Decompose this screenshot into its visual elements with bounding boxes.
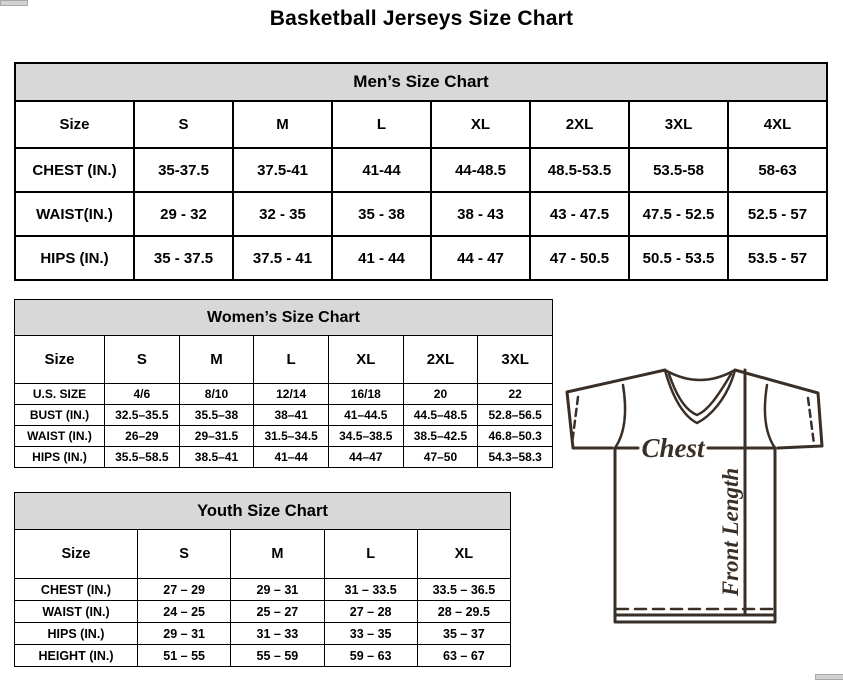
size-value: 20 <box>403 384 478 405</box>
size-value: 38.5–42.5 <box>403 426 478 447</box>
size-value: 58-63 <box>728 148 827 192</box>
size-value: 63 – 67 <box>417 645 510 667</box>
jersey-right-seam <box>765 385 775 448</box>
youth-size-chart-table <box>14 492 511 667</box>
size-value: 59 – 63 <box>324 645 417 667</box>
size-value: 12/14 <box>254 384 329 405</box>
column-header-row <box>15 530 511 579</box>
column-header: 3XL <box>629 101 728 148</box>
size-value: 29 - 32 <box>134 192 233 236</box>
jersey-measurement-diagram <box>556 358 842 636</box>
size-value: 44 - 47 <box>431 236 530 280</box>
jersey-collar-back-arc <box>665 370 735 380</box>
table-row <box>15 447 553 468</box>
size-value: 29 – 31 <box>138 623 231 645</box>
size-value: 35 - 38 <box>332 192 431 236</box>
table-title-row <box>15 300 553 336</box>
jersey-left-seam <box>615 385 625 448</box>
row-label: WAIST(IN.) <box>15 192 134 236</box>
size-value: 29 – 31 <box>231 579 324 601</box>
table-title-row <box>15 63 827 101</box>
size-value: 34.5–38.5 <box>328 426 403 447</box>
size-value: 35.5–38 <box>179 405 254 426</box>
row-label: HEIGHT (IN.) <box>15 645 138 667</box>
size-value: 46.8–50.3 <box>478 426 553 447</box>
size-value: 25 – 27 <box>231 601 324 623</box>
column-header: XL <box>328 336 403 384</box>
row-label: WAIST (IN.) <box>15 601 138 623</box>
chest-label: Chest <box>641 433 705 463</box>
size-value: 41 - 44 <box>332 236 431 280</box>
table-row <box>15 579 511 601</box>
size-value: 28 – 29.5 <box>417 601 510 623</box>
page-title: Basketball Jerseys Size Chart <box>269 7 574 30</box>
table-row <box>15 192 827 236</box>
jersey-right-cuff-stitch <box>808 398 814 444</box>
size-value: 41-44 <box>332 148 431 192</box>
column-header: 2XL <box>530 101 629 148</box>
column-header: 3XL <box>478 336 553 384</box>
table-row <box>15 405 553 426</box>
column-header: M <box>233 101 332 148</box>
column-header: L <box>254 336 329 384</box>
size-value: 35.5–58.5 <box>105 447 180 468</box>
size-value: 53.5 - 57 <box>728 236 827 280</box>
size-value: 47.5 - 52.5 <box>629 192 728 236</box>
size-value: 32.5–35.5 <box>105 405 180 426</box>
size-value: 32 - 35 <box>233 192 332 236</box>
size-value: 24 – 25 <box>138 601 231 623</box>
size-value: 31 – 33 <box>231 623 324 645</box>
table-title: Youth Size Chart <box>15 493 511 530</box>
column-header: Size <box>15 530 138 579</box>
size-value: 27 – 29 <box>138 579 231 601</box>
size-value: 47–50 <box>403 447 478 468</box>
size-value: 44-48.5 <box>431 148 530 192</box>
size-value: 29–31.5 <box>179 426 254 447</box>
size-value: 47 - 50.5 <box>530 236 629 280</box>
size-value: 31.5–34.5 <box>254 426 329 447</box>
size-value: 8/10 <box>179 384 254 405</box>
front-length-label: Front Length <box>718 467 743 597</box>
size-value: 41–44.5 <box>328 405 403 426</box>
table-row <box>15 426 553 447</box>
size-value: 27 – 28 <box>324 601 417 623</box>
row-label: HIPS (IN.) <box>15 236 134 280</box>
column-header: 2XL <box>403 336 478 384</box>
column-header: XL <box>417 530 510 579</box>
column-header: S <box>134 101 233 148</box>
size-value: 22 <box>478 384 553 405</box>
size-value: 38.5–41 <box>179 447 254 468</box>
column-header: M <box>231 530 324 579</box>
size-value: 44.5–48.5 <box>403 405 478 426</box>
scrollbar-fragment-left[interactable] <box>0 0 28 6</box>
scrollbar-fragment-right[interactable] <box>815 674 843 680</box>
row-label: HIPS (IN.) <box>15 623 138 645</box>
size-value: 33.5 – 36.5 <box>417 579 510 601</box>
row-label: HIPS (IN.) <box>15 447 105 468</box>
size-value: 48.5-53.5 <box>530 148 629 192</box>
column-header: S <box>105 336 180 384</box>
size-value: 53.5-58 <box>629 148 728 192</box>
table-row <box>15 148 827 192</box>
size-value: 55 – 59 <box>231 645 324 667</box>
size-value: 38 - 43 <box>431 192 530 236</box>
size-value: 35 - 37.5 <box>134 236 233 280</box>
size-value: 51 – 55 <box>138 645 231 667</box>
mens-size-chart-table <box>14 62 828 281</box>
column-header: Size <box>15 101 134 148</box>
size-value: 33 – 35 <box>324 623 417 645</box>
row-label: CHEST (IN.) <box>15 148 134 192</box>
size-value: 16/18 <box>328 384 403 405</box>
table-row <box>15 384 553 405</box>
size-value: 37.5 - 41 <box>233 236 332 280</box>
size-value: 35-37.5 <box>134 148 233 192</box>
size-value: 38–41 <box>254 405 329 426</box>
column-header: S <box>138 530 231 579</box>
column-header: L <box>324 530 417 579</box>
size-value: 52.5 - 57 <box>728 192 827 236</box>
column-header-row <box>15 101 827 148</box>
table-row <box>15 601 511 623</box>
jersey-collar-outer-v <box>665 370 735 423</box>
size-value: 43 - 47.5 <box>530 192 629 236</box>
row-label: CHEST (IN.) <box>15 579 138 601</box>
size-value: 44–47 <box>328 447 403 468</box>
table-row <box>15 236 827 280</box>
table-row <box>15 623 511 645</box>
size-value: 50.5 - 53.5 <box>629 236 728 280</box>
column-header-row <box>15 336 553 384</box>
size-value: 35 – 37 <box>417 623 510 645</box>
size-value: 41–44 <box>254 447 329 468</box>
size-value: 37.5-41 <box>233 148 332 192</box>
jersey-left-cuff-stitch <box>572 397 578 444</box>
table-title: Women’s Size Chart <box>15 300 553 336</box>
size-value: 31 – 33.5 <box>324 579 417 601</box>
column-header: 4XL <box>728 101 827 148</box>
column-header: M <box>179 336 254 384</box>
size-value: 52.8–56.5 <box>478 405 553 426</box>
table-title: Men’s Size Chart <box>15 63 827 101</box>
column-header: XL <box>431 101 530 148</box>
column-header: Size <box>15 336 105 384</box>
size-value: 26–29 <box>105 426 180 447</box>
table-title-row <box>15 493 511 530</box>
row-label: BUST (IN.) <box>15 405 105 426</box>
jersey-body-outline <box>615 448 775 622</box>
womens-size-chart-table <box>14 299 553 468</box>
table-row <box>15 645 511 667</box>
size-value: 4/6 <box>105 384 180 405</box>
size-value: 54.3–58.3 <box>478 447 553 468</box>
row-label: WAIST (IN.) <box>15 426 105 447</box>
row-label: U.S. SIZE <box>15 384 105 405</box>
column-header: L <box>332 101 431 148</box>
